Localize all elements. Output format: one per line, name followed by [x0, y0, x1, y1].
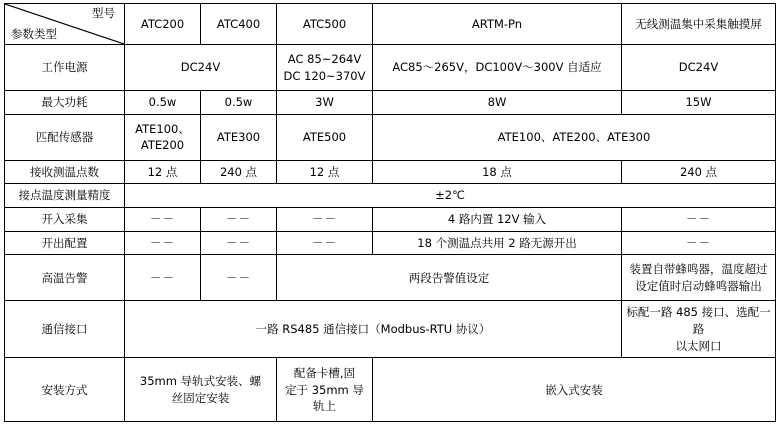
table-row [5, 91, 776, 115]
specification-table [4, 3, 776, 422]
cell-alarm-atc400: －－ [201, 255, 277, 301]
row-label-max-power: 最大功耗 [5, 91, 125, 115]
table-row [5, 301, 776, 358]
header-model-label: 型号 [92, 6, 115, 20]
row-label-accuracy: 接点温度测量精度 [5, 184, 125, 208]
row-label-point-count: 接收测温点数 [5, 160, 125, 184]
cell-sensor-artm-and-hmi: ATE100、ATE200、ATE300 [373, 114, 776, 160]
cell-maxpower-artm-pn: 8W [373, 91, 622, 115]
table-row [5, 114, 776, 160]
cell-power-atc200-atc400: DC24V [125, 45, 277, 91]
cell-mount-atc200-atc400: 35mm 导轨式安装、螺 丝固定安装 [125, 358, 277, 422]
cell-alarm-atc200: －－ [125, 255, 201, 301]
column-header-atc500: ATC500 [277, 4, 373, 45]
cell-alarm-atc500-artm: 两段告警值设定 [277, 255, 622, 301]
cell-do-atc200: －－ [125, 231, 201, 255]
table-row [5, 255, 776, 301]
cell-comm-wireless-hmi: 标配一路 485 接口、选配一路 以太网口 [622, 301, 776, 358]
cell-do-atc500: －－ [277, 231, 373, 255]
header-corner-cell [5, 4, 125, 45]
cell-di-atc400: －－ [201, 208, 277, 232]
cell-power-artm-pn: AC85～265V，DC100V～300V 自适应 [373, 45, 622, 91]
cell-do-atc400: －－ [201, 231, 277, 255]
cell-sensor-atc200: ATE100、 ATE200 [125, 114, 201, 160]
spec-sheet [0, 3, 780, 433]
cell-accuracy-all: ±2℃ [125, 184, 776, 208]
row-label-high-temp-alarm: 高温告警 [5, 255, 125, 301]
cell-points-atc500: 12 点 [277, 160, 373, 184]
cell-di-wireless-hmi: －－ [622, 208, 776, 232]
table-header-row [5, 4, 776, 45]
column-header-artm-pn: ARTM-Pn [373, 4, 622, 45]
cell-di-atc200: －－ [125, 208, 201, 232]
table-row [5, 208, 776, 232]
cell-points-atc400: 240 点 [201, 160, 277, 184]
cell-mount-artm-and-hmi: 嵌入式安装 [373, 358, 776, 422]
table-row [5, 160, 776, 184]
cell-maxpower-wireless-hmi: 15W [622, 91, 776, 115]
row-label-power-supply: 工作电源 [5, 45, 125, 91]
table-row [5, 184, 776, 208]
cell-do-wireless-hmi: －－ [622, 231, 776, 255]
cell-sensor-atc500: ATE500 [277, 114, 373, 160]
cell-points-artm-pn: 18 点 [373, 160, 622, 184]
column-header-atc400: ATC400 [201, 4, 277, 45]
column-header-wireless-hmi: 无线测温集中采集触摸屏 [622, 4, 776, 45]
table-row [5, 358, 776, 422]
cell-points-atc200: 12 点 [125, 160, 201, 184]
table-row [5, 231, 776, 255]
table-row [5, 45, 776, 91]
cell-mount-atc500: 配备卡槽,固 定于 35mm 导 轨上 [277, 358, 373, 422]
cell-alarm-wireless-hmi: 装置自带蜂鸣器，温度超过 设定值时启动蜂鸣器输出 [622, 255, 776, 301]
cell-sensor-atc400: ATE300 [201, 114, 277, 160]
cell-maxpower-atc200: 0.5w [125, 91, 201, 115]
cell-maxpower-atc400: 0.5w [201, 91, 277, 115]
row-label-sensor: 匹配传感器 [5, 114, 125, 160]
cell-power-wireless-hmi: DC24V [622, 45, 776, 91]
column-header-atc200: ATC200 [125, 4, 201, 45]
row-label-mounting: 安装方式 [5, 358, 125, 422]
cell-di-artm-pn: 4 路内置 12V 输入 [373, 208, 622, 232]
cell-maxpower-atc500: 3W [277, 91, 373, 115]
row-label-comm-interface: 通信接口 [5, 301, 125, 358]
header-param-label: 参数类型 [11, 27, 57, 42]
cell-power-atc500: AC 85~264V DC 120~370V [277, 45, 373, 91]
row-label-digital-output: 开出配置 [5, 231, 125, 255]
row-label-digital-input: 开入采集 [5, 208, 125, 232]
cell-points-wireless-hmi: 240 点 [622, 160, 776, 184]
cell-do-artm-pn: 18 个测温点共用 2 路无源开出 [373, 231, 622, 255]
cell-comm-atc-artm: 一路 RS485 通信接口（Modbus-RTU 协议） [125, 301, 622, 358]
cell-di-atc500: －－ [277, 208, 373, 232]
